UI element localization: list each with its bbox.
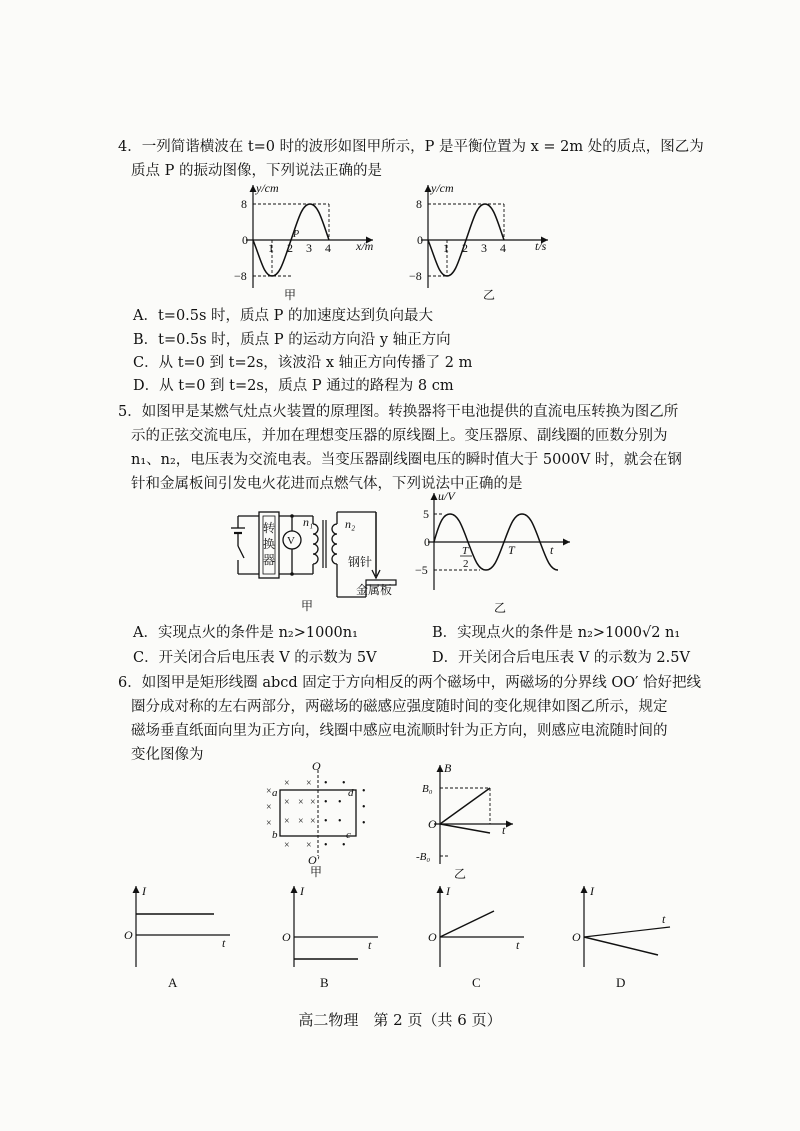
graph-yi-tick-1: 1 [443,241,449,255]
wave-origin: 0 [424,535,430,549]
field-caption: 甲 [310,865,323,879]
dot-7: • [324,816,328,827]
choice-c-ylabel: I [446,884,450,898]
bgraph-b0: B₀ [422,783,433,795]
graph-yi-tick-3: 3 [481,241,487,255]
corner-d: d [348,787,354,799]
dot-1: • [324,778,328,789]
cross-1: × [266,786,272,797]
graph-yi-tick-2: 2 [462,241,468,255]
q5-option-d[interactable]: D．开关闭合后电压表 V 的示数为 2.5V [432,650,690,666]
graph-jia-origin: 0 [242,233,248,247]
wave-half-den: 2 [463,558,469,570]
q5-stem-line-3: n₁、n₂，电压表为交流电表。当变压器副线圈电压的瞬时值大于 5000V 时，就会在钢 [131,452,682,468]
choice-d-ylabel: I [590,884,594,898]
dot-5: • [338,797,342,808]
q5-option-c[interactable]: C．开关闭合后电压表 V 的示数为 5V [133,650,377,666]
q6-choice-b[interactable] [276,883,396,993]
cross-3: × [306,778,312,789]
q6-choice-d[interactable] [566,883,686,993]
graph-yi-xlabel: t/s [535,239,547,253]
q6-choice-a[interactable] [118,883,238,993]
graph-yi-ybot: −8 [409,269,422,283]
choice-a-ylabel: I [142,884,146,898]
choice-a-origin: O [124,928,133,942]
dot-2: • [342,778,346,789]
graph-yi-ylabel: y/cm [431,181,454,195]
q5-option-b[interactable]: B．实现点火的条件是 n₂>1000√2 n₁ [432,625,681,641]
choice-b-letter: B [320,975,329,990]
converter-char-2: 换 [263,537,276,551]
field-o-label: O [312,759,321,773]
graph-yi-origin: 0 [417,233,423,247]
wave-ylabel: u/V [438,489,455,503]
choice-c-origin: O [428,930,437,944]
n1-label: n₁ [303,515,314,529]
cross-13: × [306,840,312,851]
dot-9: • [362,818,366,829]
wave-period: T [508,543,515,557]
choice-d-origin: O [572,930,581,944]
bgraph-neg-b0: -B₀ [416,851,431,863]
graph-jia-tick-4: 4 [325,241,331,255]
dot-11: • [342,840,346,851]
dot-6: • [362,802,366,813]
graph-jia-ybot: −8 [234,269,247,283]
choice-c-letter: C [472,975,481,990]
cross-9: × [284,816,290,827]
q4-option-c[interactable]: C．从 t=0 到 t=2s，该波沿 x 轴正方向传播了 2 m [133,355,473,371]
graph-jia-point-p: P [293,229,300,240]
q6-choice-c[interactable] [424,883,544,993]
needle-label: 钢针 [348,555,373,569]
q4-option-b[interactable]: B．t=0.5s 时，质点 P 的运动方向沿 y 轴正方向 [133,332,451,348]
choice-b-xlabel: t [368,938,372,952]
q4-option-a[interactable]: A．t=0.5s 时，质点 P 的加速度达到负向最大 [133,308,434,324]
bgraph-origin: O [428,817,437,831]
n2-label: n₂ [345,517,356,531]
graph-jia-tick-1: 1 [268,241,274,255]
graph-yi-ytop: 8 [416,197,422,211]
q5-option-a[interactable]: A．实现点火的条件是 n₂>1000n₁ [133,625,358,641]
cross-7: × [310,797,316,808]
wave-caption: 乙 [494,601,507,615]
q6-stem-line-1: 6．如图甲是矩形线圈 abcd 固定于方向相反的两个磁场中，两磁场的分界线 OO′ 恰好把线 [118,675,702,691]
dot-8: • [338,816,342,827]
bgraph-ylabel: B [444,761,452,775]
plate-label: 金属板 [356,583,393,597]
circuit-caption: 甲 [301,599,314,613]
graph-jia-ylabel: y/cm [256,181,279,195]
q5-circuit-diagram [228,502,408,622]
corner-b: b [272,829,278,841]
bgraph-caption: 乙 [454,867,467,881]
q6-stem-line-4: 变化图像为 [131,747,204,763]
q5-stem-line-1: 5．如图甲是某燃气灶点火装置的原理图。转换器将干电池提供的直流电压转换为图乙所 [118,404,679,420]
q6-stem-line-3: 磁场垂直纸面向里为正方向，线圈中感应电流顺时针为正方向，则感应电流随时间的 [131,723,668,739]
dot-10: • [324,840,328,851]
cross-6: × [298,797,304,808]
choice-a-letter: A [168,975,178,990]
q4-vibration-graph-yi [403,180,553,305]
graph-jia-ytop: 8 [241,197,247,211]
q6-b-graph [418,760,528,885]
converter-char-3: 器 [263,553,276,567]
corner-c: c [346,829,351,841]
q4-stem-line-1: 4．一列简谐横波在 t=0 时的波形如图甲所示，P 是平衡位置为 x = 2m 处的质点，图乙为 [118,139,704,155]
cross-5: × [284,797,290,808]
choice-a-xlabel: t [222,936,226,950]
choice-d-xlabel: t [662,912,666,926]
wave-xlabel: t [550,543,554,557]
choice-d-letter: D [616,975,626,990]
wave-ytop: 5 [423,507,429,521]
q5-voltage-graph [415,489,578,620]
cross-10: × [298,816,304,827]
field-o-prime-label: O′ [308,853,320,867]
graph-yi-caption: 乙 [483,288,496,302]
wave-half-num: T [462,545,469,557]
q6-field-diagram [262,760,382,880]
page-footer: 高二物理 第 2 页（共 6 页） [298,1011,502,1029]
cross-8: × [266,818,272,829]
dot-3: • [362,786,366,797]
q4-wave-graph-jia [228,180,378,305]
cross-2: × [284,778,290,789]
q6-stem-line-2: 圈分成对称的左右两部分，两磁场的磁感应强度随时间的变化规律如图乙所示，规定 [131,699,668,715]
choice-b-ylabel: I [300,884,304,898]
choice-c-xlabel: t [516,938,520,952]
graph-jia-tick-2: 2 [287,241,293,255]
wave-ybot: −5 [415,563,428,577]
corner-a: a [272,787,278,799]
graph-jia-xlabel: x/m [356,239,374,253]
graph-jia-tick-3: 3 [306,241,312,255]
graph-jia-caption: 甲 [284,288,297,302]
q5-stem-line-2: 示的正弦交流电压，并加在理想变压器的原线圈上。变压器原、副线圈的匝数分别为 [131,428,668,444]
q5-stem-line-4: 针和金属板间引发电火花进而点燃气体，下列说法中正确的是 [131,476,523,492]
dot-4: • [324,797,328,808]
cross-12: × [284,840,290,851]
voltmeter-label: V [287,535,295,547]
bgraph-xlabel: t [502,823,506,837]
cross-4: × [266,802,272,813]
q4-stem-line-2: 质点 P 的振动图像，下列说法正确的是 [131,163,382,179]
choice-b-origin: O [282,930,291,944]
cross-11: × [310,816,316,827]
graph-yi-tick-4: 4 [500,241,506,255]
converter-char-1: 转 [263,521,276,535]
q4-option-d[interactable]: D．从 t=0 到 t=2s，质点 P 通过的路程为 8 cm [133,378,454,394]
